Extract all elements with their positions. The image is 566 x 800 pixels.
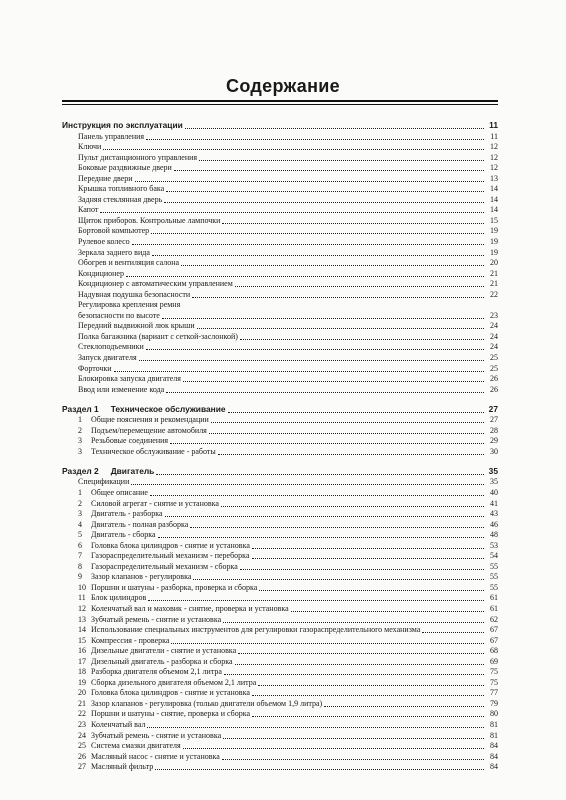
toc-entry[interactable] bbox=[62, 593, 498, 604]
toc-page-number: 81 bbox=[490, 719, 498, 729]
toc-entry[interactable] bbox=[62, 374, 498, 385]
toc-page-number: 12 bbox=[490, 142, 498, 152]
toc-entry[interactable] bbox=[62, 163, 498, 174]
toc-entry-label: Блок цилиндров bbox=[91, 593, 147, 603]
toc-page-number: 67 bbox=[490, 625, 498, 635]
toc-entry-number: Раздел 1 bbox=[62, 403, 99, 414]
toc-entry-label: Форточки bbox=[78, 363, 112, 373]
toc-entry-number: 1 bbox=[78, 415, 82, 425]
dot-leader bbox=[155, 767, 484, 770]
toc-page-number: 19 bbox=[490, 237, 498, 247]
toc-entry-label: Дизельные двигатели - снятие и установка bbox=[91, 646, 237, 656]
toc-entry-label: Обогрев и вентиляция салона bbox=[78, 258, 180, 268]
toc-page-number: 26 bbox=[490, 374, 498, 384]
toc-entry[interactable] bbox=[62, 310, 498, 321]
title-rule-thick bbox=[62, 100, 498, 102]
toc-entry[interactable] bbox=[62, 321, 498, 332]
dot-leader bbox=[209, 431, 484, 434]
toc-page-number: 55 bbox=[490, 572, 498, 582]
toc-entry-label: Поршни и шатуны - разборка, проверка и сборка bbox=[91, 582, 258, 592]
dot-leader bbox=[170, 441, 484, 444]
toc-entry[interactable] bbox=[62, 247, 498, 258]
dot-leader bbox=[146, 347, 484, 350]
toc-entry-label: Кондиционер bbox=[78, 268, 124, 278]
toc-page-number: 26 bbox=[490, 384, 498, 394]
toc-entry[interactable] bbox=[62, 352, 498, 363]
toc-entry-label: Техническое обслуживание - работы bbox=[91, 446, 216, 456]
dot-leader bbox=[422, 630, 484, 633]
toc-page-number: 14 bbox=[490, 205, 498, 215]
toc-entry[interactable] bbox=[62, 279, 498, 290]
toc-entry-label: Капот bbox=[78, 205, 99, 215]
toc-entry[interactable] bbox=[62, 646, 498, 657]
toc-entry-label: Сборка дизельного двигателя объемом 2,1 литра bbox=[91, 677, 257, 687]
dot-leader bbox=[199, 158, 484, 161]
toc-entry[interactable] bbox=[62, 268, 498, 279]
toc-entry-label: Двигатель bbox=[110, 465, 155, 476]
toc-entry[interactable] bbox=[62, 236, 498, 247]
toc-entry-number: 25 bbox=[78, 741, 86, 751]
dot-leader bbox=[156, 472, 484, 475]
toc-page-number: 25 bbox=[490, 353, 498, 363]
toc-page-number: 21 bbox=[490, 279, 498, 289]
dot-leader bbox=[151, 231, 484, 234]
toc-entry-label: Регулировка крепления ремня bbox=[78, 300, 181, 310]
toc-page-number: 84 bbox=[490, 741, 498, 751]
toc-page-number: 77 bbox=[490, 688, 498, 698]
toc-entry-label: Газораспределительный механизм - переборка bbox=[91, 551, 250, 561]
toc-page-number: 81 bbox=[490, 730, 498, 740]
toc-entry[interactable] bbox=[62, 331, 498, 342]
toc-entry-number: 13 bbox=[78, 614, 86, 624]
dot-leader bbox=[150, 493, 484, 496]
toc-page-number: 14 bbox=[490, 194, 498, 204]
toc-page-number: 61 bbox=[490, 603, 498, 613]
dot-leader bbox=[252, 546, 484, 549]
toc-entry-number: 16 bbox=[78, 646, 86, 656]
toc-entry-label: Силовой агрегат - снятие и установка bbox=[91, 498, 219, 508]
toc-page-number: 53 bbox=[490, 540, 498, 550]
dot-leader bbox=[222, 757, 484, 760]
toc-entry[interactable] bbox=[62, 635, 498, 646]
title-rule-thin bbox=[62, 104, 498, 105]
toc-entry-label: Масляный насос - снятие и установка bbox=[91, 751, 220, 761]
toc-entry[interactable] bbox=[62, 142, 498, 153]
toc-entry[interactable] bbox=[62, 519, 498, 530]
toc-entry-label: Зазор клапанов - регулировка (только двигатели объемом 1,9 литра) bbox=[91, 698, 323, 708]
toc-entry-number: 12 bbox=[78, 603, 86, 613]
toc-page-number: 11 bbox=[490, 131, 498, 141]
toc-entry-number: 3 bbox=[78, 509, 82, 519]
toc-entry-label: Компрессия - проверка bbox=[91, 635, 170, 645]
toc-entry-label: Передний выдвижной люк крыши bbox=[78, 321, 195, 331]
toc-entry-label: Коленчатый вал bbox=[91, 719, 146, 729]
toc-page-number: 20 bbox=[490, 258, 498, 268]
toc-entry-number: 17 bbox=[78, 656, 86, 666]
toc-entry-label: Надувная подушка безопасности bbox=[78, 289, 191, 299]
toc-page-number: 24 bbox=[490, 342, 498, 352]
toc-entry-label: Бортовой компьютер bbox=[78, 226, 150, 236]
toc-entry-label: Стеклоподъемники bbox=[78, 342, 144, 352]
toc-page-number: 30 bbox=[490, 446, 498, 456]
dot-leader bbox=[158, 535, 484, 538]
toc-entry-label: безопасности по высоте bbox=[78, 310, 160, 320]
dot-leader bbox=[235, 284, 484, 287]
toc-page-number: 24 bbox=[490, 331, 498, 341]
toc-entry-number: 27 bbox=[78, 762, 86, 772]
toc-page-number: 35 bbox=[490, 477, 498, 487]
toc-entry[interactable] bbox=[62, 730, 498, 741]
toc-entry-label: Двигатель - разборка bbox=[91, 509, 163, 519]
toc-entry[interactable] bbox=[62, 741, 498, 752]
toc-entry[interactable] bbox=[62, 477, 498, 488]
toc-entry-number: 2 bbox=[78, 425, 82, 435]
toc-entry-label: Спецификации bbox=[78, 477, 130, 487]
toc-page-number: 79 bbox=[490, 698, 498, 708]
toc-entry[interactable] bbox=[62, 551, 498, 562]
toc-entry[interactable] bbox=[62, 719, 498, 730]
dot-leader bbox=[223, 620, 484, 623]
toc-entry-number: 11 bbox=[78, 593, 86, 603]
dot-leader bbox=[103, 147, 484, 150]
toc-entry-number: 19 bbox=[78, 677, 86, 687]
toc-page-number: 22 bbox=[490, 289, 498, 299]
toc-entry-label: Зазор клапанов - регулировка bbox=[91, 572, 192, 582]
toc-section-heading[interactable] bbox=[62, 464, 498, 477]
dot-leader bbox=[147, 725, 484, 728]
toc-entry-label: Поршни и шатуны - снятие, проверка и сборка bbox=[91, 709, 251, 719]
toc-entry[interactable] bbox=[62, 173, 498, 184]
toc-entry[interactable] bbox=[62, 614, 498, 625]
toc-entry[interactable] bbox=[62, 561, 498, 572]
toc-entry[interactable] bbox=[62, 698, 498, 709]
dot-leader bbox=[222, 221, 484, 224]
toc-page-number: 41 bbox=[490, 498, 498, 508]
toc-entry-label: Боковые раздвижные двери bbox=[78, 163, 172, 173]
dot-leader bbox=[235, 662, 484, 665]
toc-entry-label: Панель управления bbox=[78, 131, 145, 141]
dot-leader bbox=[228, 410, 485, 413]
toc-page-number: 13 bbox=[490, 173, 498, 183]
toc-entry-label: Подъем/перемещение автомобиля bbox=[91, 425, 207, 435]
toc-entry-number: 5 bbox=[78, 530, 82, 540]
toc-entry-number: 24 bbox=[78, 730, 86, 740]
toc-entry-label: Зеркала заднего вида bbox=[78, 247, 150, 257]
toc-entry[interactable] bbox=[62, 194, 498, 205]
toc-entry[interactable] bbox=[62, 487, 498, 498]
toc-entry-label: Общее описание bbox=[91, 487, 148, 497]
dot-leader bbox=[146, 137, 484, 140]
toc-entry[interactable] bbox=[62, 436, 498, 447]
toc-page-number: 35 bbox=[488, 465, 498, 476]
toc-page-number: 11 bbox=[489, 120, 498, 130]
dot-leader bbox=[252, 556, 485, 559]
toc-entry-number: 10 bbox=[78, 582, 86, 592]
dot-leader bbox=[193, 577, 484, 580]
toc-page-number: 12 bbox=[490, 163, 498, 173]
toc-entry[interactable] bbox=[62, 667, 498, 678]
toc-page-number: 14 bbox=[490, 184, 498, 194]
dot-leader bbox=[291, 609, 484, 612]
toc-entry[interactable] bbox=[62, 656, 498, 667]
dot-leader bbox=[114, 369, 484, 372]
toc-page-number: 12 bbox=[490, 152, 498, 162]
dot-leader bbox=[190, 525, 484, 528]
toc-entry[interactable] bbox=[62, 498, 498, 509]
toc-entry[interactable] bbox=[62, 226, 498, 237]
dot-leader bbox=[126, 274, 484, 277]
toc-page-number: 68 bbox=[490, 646, 498, 656]
dot-leader bbox=[258, 683, 484, 686]
dot-leader bbox=[135, 179, 484, 182]
toc-entry-label: Пульт дистанционного управления bbox=[78, 152, 198, 162]
page-title: Содержание bbox=[226, 76, 340, 96]
toc-entry-label: Запуск двигателя bbox=[78, 353, 137, 363]
toc-entry-number: 4 bbox=[78, 519, 82, 529]
toc-entry-label: Щиток приборов. Контрольные лампочки bbox=[78, 215, 221, 225]
toc-entry-label: Двигатель - полная разборка bbox=[91, 519, 189, 529]
toc-page-number: 75 bbox=[490, 677, 498, 687]
toc-entry-number: 9 bbox=[78, 572, 82, 582]
toc-entry[interactable] bbox=[62, 540, 498, 551]
toc-entry-label: Головка блока цилиндров - снятие и установка bbox=[91, 540, 250, 550]
toc-entry[interactable] bbox=[62, 530, 498, 541]
toc-entry[interactable] bbox=[62, 572, 498, 583]
toc-page-number: 75 bbox=[490, 667, 498, 677]
toc-entry-number: 3 bbox=[78, 436, 82, 446]
toc-entry-label: Зубчатый ремень - снятие и установка bbox=[91, 730, 222, 740]
table-of-contents bbox=[62, 118, 498, 772]
toc-entry-number: 15 bbox=[78, 635, 86, 645]
toc-entry-label: Блокировка запуска двигателя bbox=[78, 374, 181, 384]
toc-entry-label: Газораспределительный механизм - сборка bbox=[91, 561, 238, 571]
toc-entry[interactable] bbox=[62, 688, 498, 699]
toc-page-number: 46 bbox=[490, 519, 498, 529]
dot-leader bbox=[166, 189, 484, 192]
toc-page-number: 19 bbox=[490, 226, 498, 236]
toc-entry-label: Техническое обслуживание bbox=[110, 403, 226, 414]
dot-leader bbox=[131, 482, 484, 485]
dot-leader bbox=[183, 746, 484, 749]
toc-entry[interactable] bbox=[62, 603, 498, 614]
toc-entry-label: Кондиционер с автоматическим управлением bbox=[78, 279, 233, 289]
toc-entry-number: Раздел 2 bbox=[62, 465, 99, 476]
toc-entry[interactable] bbox=[62, 342, 498, 353]
toc-page-number: 84 bbox=[490, 751, 498, 761]
toc-page-number: 55 bbox=[490, 561, 498, 571]
dot-leader bbox=[197, 326, 484, 329]
toc-entry-number: 18 bbox=[78, 667, 86, 677]
toc-entry[interactable] bbox=[62, 582, 498, 593]
toc-entry[interactable] bbox=[62, 289, 498, 300]
toc-page-number: 21 bbox=[490, 268, 498, 278]
dot-leader bbox=[252, 693, 484, 696]
toc-entry[interactable] bbox=[62, 363, 498, 374]
toc-page-number: 67 bbox=[490, 635, 498, 645]
dot-leader bbox=[166, 390, 484, 393]
toc-entry[interactable] bbox=[62, 258, 498, 269]
toc-entry-number: 26 bbox=[78, 751, 86, 761]
toc-page-number: 28 bbox=[490, 425, 498, 435]
toc-entry[interactable] bbox=[62, 415, 498, 426]
dot-leader bbox=[224, 672, 484, 675]
toc-entry-label: Общие пояснения и рекомендации bbox=[91, 415, 209, 425]
dot-leader bbox=[192, 295, 484, 298]
toc-section-heading[interactable] bbox=[62, 402, 498, 415]
dot-leader bbox=[139, 358, 484, 361]
toc-entry-label: Рулевое колесо bbox=[78, 237, 130, 247]
toc-entry-label: Разборка двигателя объемом 2,1 литра bbox=[91, 667, 222, 677]
toc-entry-number: 14 bbox=[78, 625, 86, 635]
dot-leader bbox=[183, 379, 484, 382]
toc-page-number: 43 bbox=[490, 509, 498, 519]
toc-entry[interactable] bbox=[62, 205, 498, 216]
toc-entry-label: Зубчатый ремень - снятие и установка bbox=[91, 614, 222, 624]
toc-entry-number: 20 bbox=[78, 688, 86, 698]
toc-entry-label: Крышка топливного бака bbox=[78, 184, 165, 194]
toc-entry-label: Полка багажника (вариант с сеткой-заслонкой) bbox=[78, 331, 238, 341]
toc-page-number: 29 bbox=[490, 436, 498, 446]
dot-leader bbox=[238, 651, 484, 654]
toc-entry[interactable] bbox=[62, 677, 498, 688]
toc-entry[interactable] bbox=[62, 762, 498, 773]
dot-leader bbox=[252, 714, 484, 717]
toc-page-number: 25 bbox=[490, 363, 498, 373]
toc-page-number: 55 bbox=[490, 582, 498, 592]
toc-entry-label: Ключи bbox=[78, 142, 102, 152]
toc-page-number: 62 bbox=[490, 614, 498, 624]
toc-entry-number: 22 bbox=[78, 709, 86, 719]
toc-entry-label: Дизельный двигатель - разборка и сборка bbox=[91, 656, 233, 666]
toc-entry[interactable] bbox=[62, 446, 498, 457]
toc-entry-label: Двигатель - сборка bbox=[91, 530, 156, 540]
toc-entry-number: 1 bbox=[78, 487, 82, 497]
toc-page-number: 23 bbox=[490, 310, 498, 320]
toc-entry-number: 6 bbox=[78, 540, 82, 550]
dot-leader bbox=[100, 210, 484, 213]
dot-leader bbox=[240, 567, 484, 570]
toc-entry[interactable] bbox=[62, 384, 498, 395]
toc-page-number: 24 bbox=[490, 321, 498, 331]
toc-entry[interactable] bbox=[62, 625, 498, 636]
toc-page-number: 27 bbox=[490, 415, 498, 425]
dot-leader bbox=[152, 253, 484, 256]
toc-entry-number: 2 bbox=[78, 498, 82, 508]
dot-leader bbox=[171, 641, 484, 644]
toc-page-number: 27 bbox=[488, 403, 498, 414]
toc-page-number: 54 bbox=[490, 551, 498, 561]
toc-entry-number: 8 bbox=[78, 561, 82, 571]
toc-entry-label: Головка блока цилиндров - снятие и установка bbox=[91, 688, 250, 698]
dot-leader bbox=[162, 316, 484, 319]
toc-entry-label: Коленчатый вал и маховик - снятие, проверка и установка bbox=[91, 603, 289, 613]
toc-entry[interactable] bbox=[62, 215, 498, 226]
toc-page-number: 19 bbox=[490, 247, 498, 257]
dot-leader bbox=[221, 504, 484, 507]
dot-leader bbox=[185, 126, 484, 129]
toc-page-number: 80 bbox=[490, 709, 498, 719]
toc-entry-label: Масляный фильтр bbox=[91, 762, 154, 772]
toc-entry-number: 7 bbox=[78, 551, 82, 561]
dot-leader bbox=[240, 337, 484, 340]
toc-entry-label: Задняя стеклянная дверь bbox=[78, 194, 163, 204]
toc-entry[interactable] bbox=[62, 184, 498, 195]
dot-leader bbox=[211, 420, 484, 423]
toc-entry-label: Система смазки двигателя bbox=[91, 741, 181, 751]
toc-page-number: 40 bbox=[490, 487, 498, 497]
toc-entry[interactable] bbox=[62, 300, 498, 311]
toc-entry-label: Использование специальных инструментов для регулировки газораспределительного механизма bbox=[91, 625, 421, 635]
toc-entry[interactable] bbox=[62, 751, 498, 762]
toc-entry[interactable] bbox=[62, 131, 498, 142]
dot-leader bbox=[223, 736, 484, 739]
dot-leader bbox=[165, 514, 484, 517]
dot-leader bbox=[324, 704, 484, 707]
dot-leader bbox=[164, 200, 484, 203]
dot-leader bbox=[181, 263, 484, 266]
toc-page-number: 15 bbox=[490, 215, 498, 225]
dot-leader bbox=[132, 242, 484, 245]
dot-leader bbox=[218, 452, 484, 455]
toc-page-number: 69 bbox=[490, 656, 498, 666]
toc-entry-label: Передние двери bbox=[78, 173, 133, 183]
dot-leader bbox=[259, 588, 484, 591]
toc-page-number: 84 bbox=[490, 762, 498, 772]
toc-entry-label: Ввод или изменение кода bbox=[78, 384, 165, 394]
toc-section-heading[interactable] bbox=[62, 118, 498, 131]
toc-entry[interactable] bbox=[62, 425, 498, 436]
toc-entry[interactable] bbox=[62, 709, 498, 720]
toc-entry[interactable] bbox=[62, 152, 498, 163]
toc-entry-number: 21 bbox=[78, 698, 86, 708]
dot-leader bbox=[148, 598, 484, 601]
toc-entry-label: Резьбовые соединения bbox=[91, 436, 169, 446]
toc-entry-number: 3 bbox=[78, 446, 82, 456]
toc-entry-number: 23 bbox=[78, 719, 86, 729]
toc-page-number: 61 bbox=[490, 593, 498, 603]
dot-leader bbox=[174, 168, 484, 171]
toc-entry[interactable] bbox=[62, 509, 498, 520]
toc-page-number: 48 bbox=[490, 530, 498, 540]
toc-entry-label: Инструкция по эксплуатации bbox=[62, 120, 183, 130]
